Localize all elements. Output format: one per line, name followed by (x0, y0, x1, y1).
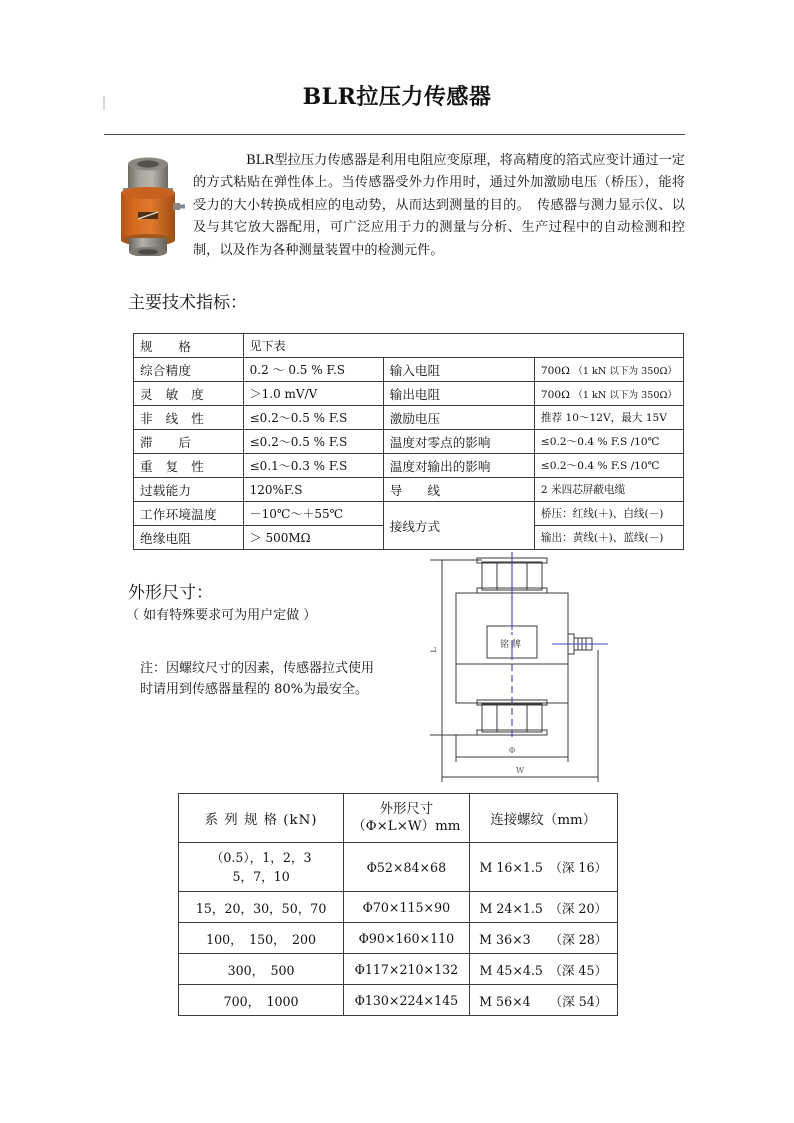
spec-value-excitation-voltage: 推荐 10～12V，最大 15V (534, 406, 683, 430)
spec-value-cable: 2 米四芯屏蔽电缆 (534, 478, 683, 502)
cell-thread: M 16×1.5 （深 16） (469, 843, 618, 892)
cell-size: Φ70×115×90 (344, 892, 469, 923)
product-photo (107, 148, 189, 256)
spec-value-nonlinearity: ≤0.2～0.5 % F.S (243, 406, 383, 430)
col-header-thread: 连接螺纹（mm） (469, 794, 618, 843)
col-header-dimensions (344, 794, 469, 843)
cell-thread: M 24×1.5 （深 20） (469, 892, 618, 923)
spec-value-wiring-bridge: 桥压：红线(＋)、白线(－) (534, 502, 683, 526)
title-divider (104, 134, 685, 135)
table-header-row (179, 794, 618, 843)
cell-size: Φ52×84×68 (344, 843, 469, 892)
spec-label-zero-temp-effect: 温度对零点的影响 (383, 430, 534, 454)
cell-series (179, 843, 344, 892)
spec-label-output-resistance: 输出电阻 (383, 382, 534, 406)
table-row (179, 954, 618, 985)
spec-value-accuracy: 0.2 ～ 0.5 % F.S (243, 358, 383, 382)
table-row (134, 478, 684, 502)
size-specification-table (178, 793, 618, 1016)
load-cell-photo-svg (107, 148, 189, 256)
spec-value-repeatability: ≤0.1～0.3 % F.S (243, 454, 383, 478)
output-resistance-main: 700Ω (540, 388, 570, 401)
cell-series: 300， 500 (179, 954, 344, 985)
table-row (134, 502, 684, 526)
table-row (134, 358, 684, 382)
spec-label-operating-temp: 工作环境温度 (134, 502, 244, 526)
dimensions-heading: 外形尺寸： (128, 583, 213, 603)
spec-label-insulation-resistance: 绝缘电阻 (134, 526, 244, 550)
spec-label-accuracy: 综合精度 (134, 358, 244, 382)
spec-value-hysteresis: ≤0.2～0.5 % F.S (243, 430, 383, 454)
cell-thread: M 56×4 （深 54） (469, 985, 618, 1016)
technical-drawing (430, 552, 680, 792)
load-cell-drawing-svg (430, 552, 680, 792)
table-row (134, 382, 684, 406)
spec-value-wiring-output: 输出：黄线(＋)、蓝线(－) (534, 526, 683, 550)
spec-label-repeatability: 重 复 性 (134, 454, 244, 478)
series-line-1: （0.5），1，2，3 (210, 850, 312, 865)
specifications-table (133, 333, 684, 550)
intro-paragraph: BLR型拉压力传感器是利用电阻应变原理，将高精度的箔式应变计通过一定的方式粘贴在弹性体上。当传感器受外力作用时，通过外加激励电压（桥压），能将受力的大小转换成相应的电动势，从而达到测量的目的。 传感器与测力显示仪、以及与其它放大器配用，可广泛应用于力的测量与分析、生产过程中的自动检测和控制，以及作为各种测量装置中的检测元件。 (193, 153, 685, 258)
spec-label-input-resistance: 输入电阻 (383, 358, 534, 382)
spec-value-output-resistance (534, 382, 683, 406)
thread-warning-note (140, 658, 410, 700)
table-row (134, 454, 684, 478)
dim-label-L: L (430, 647, 439, 653)
page-title: BLR拉压力传感器 (302, 84, 492, 110)
dimensions-header-line1: 外形尺寸 (379, 802, 434, 817)
dimensions-header-line2: （Φ×L×W）mm (352, 819, 461, 834)
warning-line-2: 时请用到传感器量程的 80%为最安全。 (140, 682, 369, 697)
spec-label-overload: 过载能力 (134, 478, 244, 502)
spec-label-sensitivity: 灵 敏 度 (134, 382, 244, 406)
spec-value-insulation-resistance: ＞ 500MΩ (243, 526, 383, 550)
spec-value-output-temp-effect: ≤0.2～0.4 % F.S /10℃ (534, 454, 683, 478)
series-line-2: 5，7，10 (232, 869, 290, 884)
cell-thread: M 45×4.5 （深 45） (469, 954, 618, 985)
spec-label-nonlinearity: 非 线 性 (134, 406, 244, 430)
cell-size: Φ117×210×132 (344, 954, 469, 985)
spec-value-input-resistance (534, 358, 683, 382)
cell-size: Φ90×160×110 (344, 923, 469, 954)
spec-label-cable: 导 线 (383, 478, 534, 502)
input-resistance-sub: （1 kN 以下为 350Ω） (573, 365, 677, 377)
nameplate-label: 铭牌 (499, 640, 525, 650)
spec-value-overload: 120%F.S (243, 478, 383, 502)
spec-value-zero-temp-effect: ≤0.2～0.4 % F.S /10℃ (534, 430, 683, 454)
table-row (179, 843, 618, 892)
output-resistance-sub: （1 kN 以下为 350Ω） (573, 389, 677, 401)
table-row (179, 923, 618, 954)
spec-header-label: 规 格 (134, 334, 244, 358)
specs-heading: 主要技术指标： (128, 293, 247, 313)
col-header-series: 系 列 规 格 (kN) (179, 794, 344, 843)
warning-line-1: 注：因螺纹尺寸的因素，传感器拉式使用 (140, 661, 375, 676)
table-row (179, 985, 618, 1016)
cell-series: 15，20，30，50，70 (179, 892, 344, 923)
cell-series: 700， 1000 (179, 985, 344, 1016)
input-resistance-main: 700Ω (540, 364, 570, 377)
dim-label-W: W (515, 766, 525, 775)
cell-thread: M 36×3 （深 28） (469, 923, 618, 954)
table-row (134, 430, 684, 454)
table-row (179, 892, 618, 923)
table-row (134, 406, 684, 430)
spec-label-hysteresis: 滞 后 (134, 430, 244, 454)
cell-series: 100， 150， 200 (179, 923, 344, 954)
table-row (134, 334, 684, 358)
spec-value-operating-temp: －10℃～＋55℃ (243, 502, 383, 526)
spec-header-value: 见下表 (243, 334, 683, 358)
custom-order-note: （ 如有特殊要求可为用户定做 ） (126, 608, 317, 623)
spec-label-output-temp-effect: 温度对输出的影响 (383, 454, 534, 478)
dim-label-diameter: Φ (508, 746, 516, 755)
spec-value-sensitivity: ＞1.0 mV/V (243, 382, 383, 406)
cell-size: Φ130×224×145 (344, 985, 469, 1016)
spec-label-wiring-method: 接线方式 (383, 502, 534, 550)
spec-label-excitation-voltage: 激励电压 (383, 406, 534, 430)
